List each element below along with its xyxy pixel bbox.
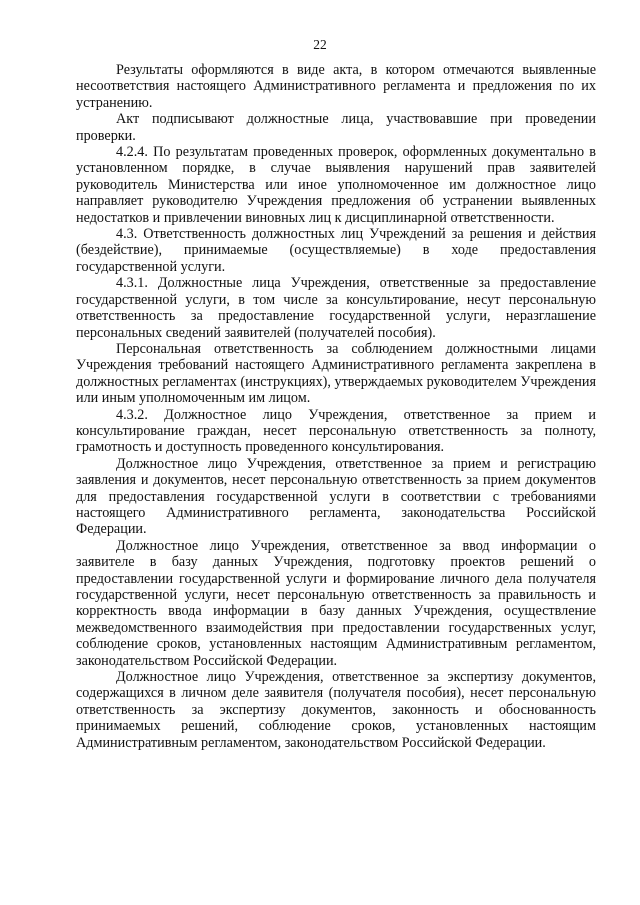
paragraph-4-2-4: 4.2.4. По результатам проведенных проверок, оформленных документально в установленном порядке, в случае выявления нарушений прав заявителей руководитель Министерства или иное уполномоченное им должностное лицо направляет руководителю Учреждения предложения об устранении выявленных недостатков и привлечении виновных лиц к дисциплинарной ответственности.: [76, 144, 596, 226]
paragraph-act-signing: Акт подписывают должностные лица, участвовавшие при проведении проверки.: [76, 111, 596, 144]
paragraph-4-3-1: 4.3.1. Должностные лица Учреждения, ответственные за предоставление государственной услуги, в том числе за консультирование, несут персональную ответственность за предоставление государственной услуги, неразглашение персональных сведений заявителей (получателей пособия).: [76, 275, 596, 341]
document-body: [76, 62, 596, 751]
paragraph-4-3: 4.3. Ответственность должностных лиц Учреждений за решения и действия (бездействие), принимаемые (осуществляемые) в ходе предоставления государственной услуги.: [76, 226, 596, 275]
paragraph-expertise-officer: Должностное лицо Учреждения, ответственное за экспертизу документов, содержащихся в личном деле заявителя (получателя пособия), несет персональную ответственность за экспертизу документов, законность и обоснованность принимаемых решений, соблюдение сроков, установленных настоящим Административным регламентом, законодательством Российской Федерации.: [76, 669, 596, 751]
page-number: 22: [313, 37, 327, 52]
paragraph-registration-officer: Должностное лицо Учреждения, ответственное за прием и регистрацию заявления и документов, несет персональную ответственность за прием документов для предоставления государственной услуги в соответствии с требованиями настоящего Административного регламента, законодательства Российской Федерации.: [76, 455, 596, 538]
paragraph-act-results: Результаты оформляются в виде акта, в котором отмечаются выявленные несоответствия настоящего Административного регламента и предложения по их устранению.: [76, 62, 596, 111]
paragraph-data-entry-officer: Должностное лицо Учреждения, ответственное за ввод информации о заявителе в базу данных Учреждения, подготовку проектов решений о предоставлении государственной услуги и формирование личного дела получателя государственной услуги, несет персональную ответственность за правильность и корректность ввода информации в базу данных Учреждения, осуществление межведомственного взаимодействия при предоставлении государственных услуг, соблюдение сроков, установленных настоящим Административным регламентом, законодательством Российской Федерации.: [76, 537, 596, 669]
paragraph-4-3-2: 4.3.2. Должностное лицо Учреждения, ответственное за прием и консультирование граждан, несет персональную ответственность за полноту, грамотность и доступность проведенного консультирования.: [76, 406, 596, 456]
paragraph-personal-responsibility: Персональная ответственность за соблюдением должностными лицами Учреждения требований настоящего Административного регламента закреплена в должностных регламентах (инструкциях), утверждаемых руководителем Учреждения или иным уполномоченным им лицом.: [76, 340, 596, 407]
